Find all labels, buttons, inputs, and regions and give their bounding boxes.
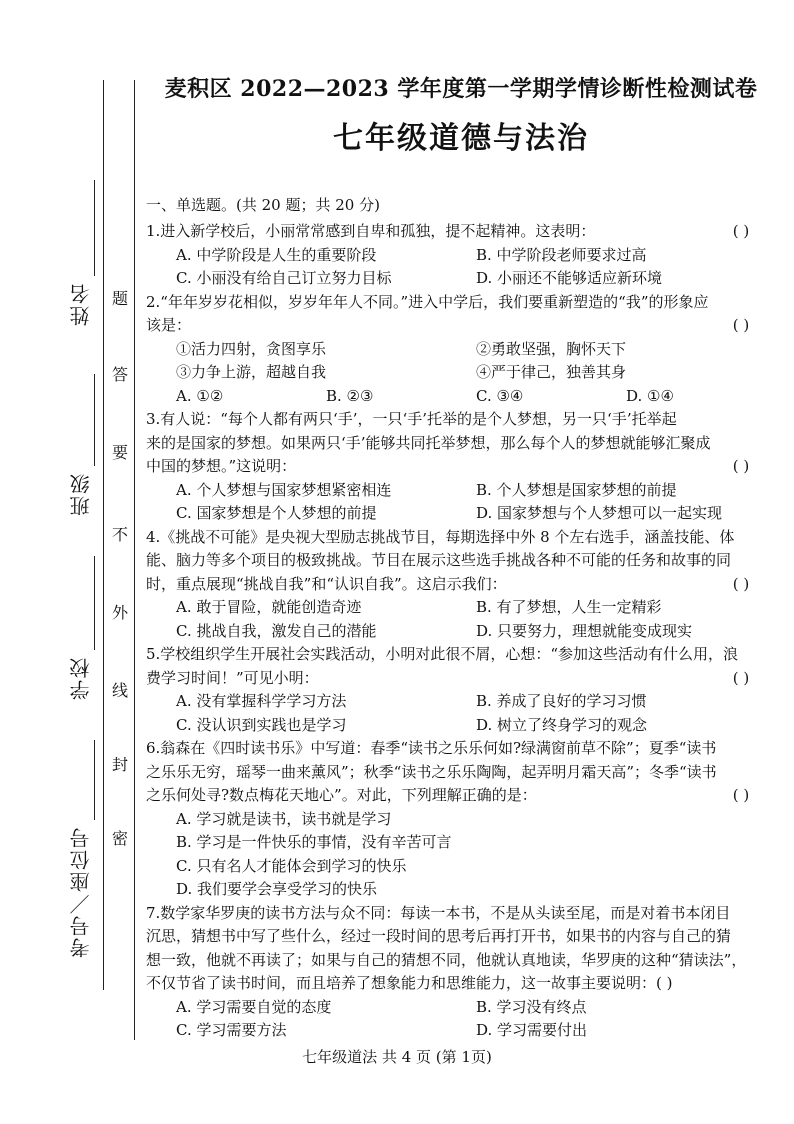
option-a[interactable]: A. 个人梦想与国家梦想紧密相连 xyxy=(176,480,392,499)
question-stem-line: ( ) 时，重点展现“挑战自我”和“认识自我”。这启示我们： xyxy=(146,573,776,597)
option-c[interactable]: C. ③④ xyxy=(476,386,524,405)
option-c[interactable]: C. 学习需要方法 xyxy=(176,1021,287,1039)
seal-char: 封 xyxy=(111,755,128,774)
question-stem-line: 来的是国家的梦想。如果两只‘手’能够共同托举梦想，那么每个人的梦想就能够汇聚成 xyxy=(146,433,711,452)
question-stem-line: ( ) 费学习时间！”可见小明： xyxy=(146,667,776,691)
question-5 xyxy=(146,643,776,737)
question-stem-line: ( ) 中国的梦想。”这说明： xyxy=(146,455,776,479)
name-field xyxy=(60,282,100,326)
option-c[interactable]: C. 只有名人才能体会到学习的快乐 xyxy=(176,856,407,875)
seal-char: 答 xyxy=(111,365,128,384)
question-stem-line: ( ) 该是： xyxy=(146,314,776,338)
name-blank[interactable] xyxy=(94,180,95,276)
options xyxy=(146,479,776,526)
school-field xyxy=(60,656,100,700)
option-d[interactable]: D. 只要努力，理想就能变成现实 xyxy=(476,621,693,640)
statement-3: ③力争上游，超越自我 xyxy=(176,363,327,381)
option-c[interactable]: C. 国家梦想是个人梦想的前提 xyxy=(176,504,377,522)
page-footer: 七年级道法 共 4 页 (第 1页) xyxy=(302,1048,492,1066)
binding-line-outer xyxy=(103,80,104,990)
question-stem-line: 想一致，他就不再读了；如果与自己的猜想不同，他就认真地读，华罗庚的这种“猜读法”， xyxy=(146,950,747,969)
question-6 xyxy=(146,737,776,902)
seal-char: 不 xyxy=(111,525,128,544)
school-label: 学校 xyxy=(68,656,93,700)
question-stem-line: 3.有人说：“每个人都有两只‘手’，一只‘手’托举的是个人梦想，另一只‘手’托举起 xyxy=(146,410,677,428)
binding-margin xyxy=(0,0,140,1124)
school-blank[interactable] xyxy=(94,556,95,650)
option-d[interactable]: D. 学习需要付出 xyxy=(476,1021,588,1039)
question-stem-line: 4.《挑战不可能》是央视大型励志挑战节目，每期选择中外 8 个左右选手，涵盖技能、体 xyxy=(146,527,735,546)
question-stem-line: 之乐乐无穷，瑶琴一曲来薰风”；秋季“读书之乐乐陶陶，起弄明月霜天高”；冬季“读书 xyxy=(146,762,717,781)
exam-number-blank[interactable] xyxy=(94,740,95,820)
options xyxy=(146,690,776,737)
option-b[interactable]: B. 个人梦想是国家梦想的前提 xyxy=(476,480,677,499)
question-stem-line: ( ) 1.进入新学校后，小丽常常感到自卑和孤独，提不起精神。这表明： xyxy=(146,220,776,244)
options xyxy=(146,244,776,291)
question-stem-line: 沉思，猜想书中写了些什么，经过一段时间的思考后再打开书，如果书的内容与自己的猜 xyxy=(146,927,732,945)
question-2 xyxy=(146,291,776,409)
options xyxy=(146,596,776,643)
option-d[interactable]: D. 树立了终身学习的观念 xyxy=(476,715,648,734)
question-3 xyxy=(146,408,776,526)
question-stem-line: 7.数学家华罗庚的读书方法与众不同：每读一本书，不是从头读至尾，而是对着书本闭目 xyxy=(146,903,731,922)
exam-title: 麦积区 2022—2023 学年度第一学期学情诊断性检测试卷 xyxy=(164,76,758,102)
option-d[interactable]: D. 小丽还不能够适应新环境 xyxy=(476,269,663,287)
seal-char: 要 xyxy=(111,443,128,462)
option-a[interactable]: A. 中学阶段是人生的重要阶段 xyxy=(176,245,377,264)
seal-char: 密 xyxy=(111,829,128,848)
option-c[interactable]: C. 挑战自我，激发自己的潜能 xyxy=(176,621,377,640)
option-a[interactable]: A. 没有掌握科学学习方法 xyxy=(176,692,347,710)
statement-1: ①活力四射，贪图享乐 xyxy=(176,339,327,358)
options xyxy=(146,385,776,409)
exam-content xyxy=(146,72,776,1043)
seal-char: 题 xyxy=(111,289,128,308)
option-a[interactable]: A. ①② xyxy=(176,386,224,405)
binding-line-inner xyxy=(134,80,135,1040)
option-c[interactable]: C. 小丽没有给自己订立努力目标 xyxy=(176,269,392,287)
option-d[interactable]: D. 我们要学会享受学习的快乐 xyxy=(176,880,378,898)
question-stem-line: 5.学校组织学生开展社会实践活动，小明对此很不屑，心想：“参加这些活动有什么用，浪 xyxy=(146,645,738,663)
section-heading: 一、单选题。(共 20 题；共 20 分) xyxy=(146,196,380,214)
exam-number-label: 考号／座位号 xyxy=(68,826,93,958)
question-stem-line: 2.“年年岁岁花相似，岁岁年年人不同。”进入中学后，我们要重新塑造的“我”的形象应 xyxy=(146,292,709,311)
statements xyxy=(146,338,776,385)
option-b[interactable]: B. 养成了良好的学习习惯 xyxy=(476,692,647,710)
option-a[interactable]: A. 学习就是读书，读书就是学习 xyxy=(176,809,392,828)
question-stem-line: ( ) 之乐何处寻?数点梅花天地心”。对此，下列理解正确的是： xyxy=(146,784,776,808)
seal-char: 线 xyxy=(111,681,128,700)
class-field xyxy=(60,472,100,516)
class-blank[interactable] xyxy=(94,374,95,466)
question-stem-line: 能、脑力等多个项目的极致挑战。节目在展示这些选手挑战各种不可能的任务和故事的同 xyxy=(146,551,732,569)
option-b[interactable]: B. 有了梦想，人生一定精彩 xyxy=(476,598,662,616)
option-a[interactable]: A. 学习需要自觉的态度 xyxy=(176,997,332,1016)
question-1 xyxy=(146,220,776,291)
answer-paren[interactable]: ( ) xyxy=(732,222,750,240)
options xyxy=(146,996,776,1043)
exam-number-field xyxy=(60,826,100,958)
question-stem-line: 不仅节省了读书时间，而且培养了想象能力和思维能力，这一故事主要说明：( ) xyxy=(146,974,673,992)
question-7 xyxy=(146,902,776,1043)
answer-paren[interactable]: ( ) xyxy=(732,574,750,593)
seal-char: 外 xyxy=(111,603,128,622)
statement-2: ②勇敢坚强，胸怀天下 xyxy=(476,339,627,358)
class-label: 班级 xyxy=(68,472,93,516)
subject-title: 七年级道德与法治 xyxy=(333,121,589,156)
answer-paren[interactable]: ( ) xyxy=(732,457,750,475)
option-d[interactable]: D. ①④ xyxy=(626,386,674,405)
question-4 xyxy=(146,526,776,644)
option-b[interactable]: B. ②③ xyxy=(326,386,374,405)
answer-paren[interactable]: ( ) xyxy=(732,786,750,804)
statement-4: ④严于律己，独善其身 xyxy=(476,363,627,381)
option-b[interactable]: B. 学习没有终点 xyxy=(476,997,587,1016)
name-label: 姓名 xyxy=(68,282,93,326)
option-c[interactable]: C. 没认识到实践也是学习 xyxy=(176,715,347,734)
question-stem-line: 6.翁森在《四时读书乐》中写道：春季“读书之乐乐何如?绿满窗前草不除”；夏季“读书 xyxy=(146,739,717,757)
option-a[interactable]: A. 敢于冒险，就能创造奇迹 xyxy=(176,598,362,616)
option-b[interactable]: B. 中学阶段老师要求过高 xyxy=(476,245,647,264)
option-d[interactable]: D. 国家梦想与个人梦想可以一起实现 xyxy=(476,504,723,522)
option-b[interactable]: B. 学习是一件快乐的事情，没有辛苦可言 xyxy=(176,833,452,851)
answer-paren[interactable]: ( ) xyxy=(732,316,750,334)
answer-paren[interactable]: ( ) xyxy=(732,668,750,687)
